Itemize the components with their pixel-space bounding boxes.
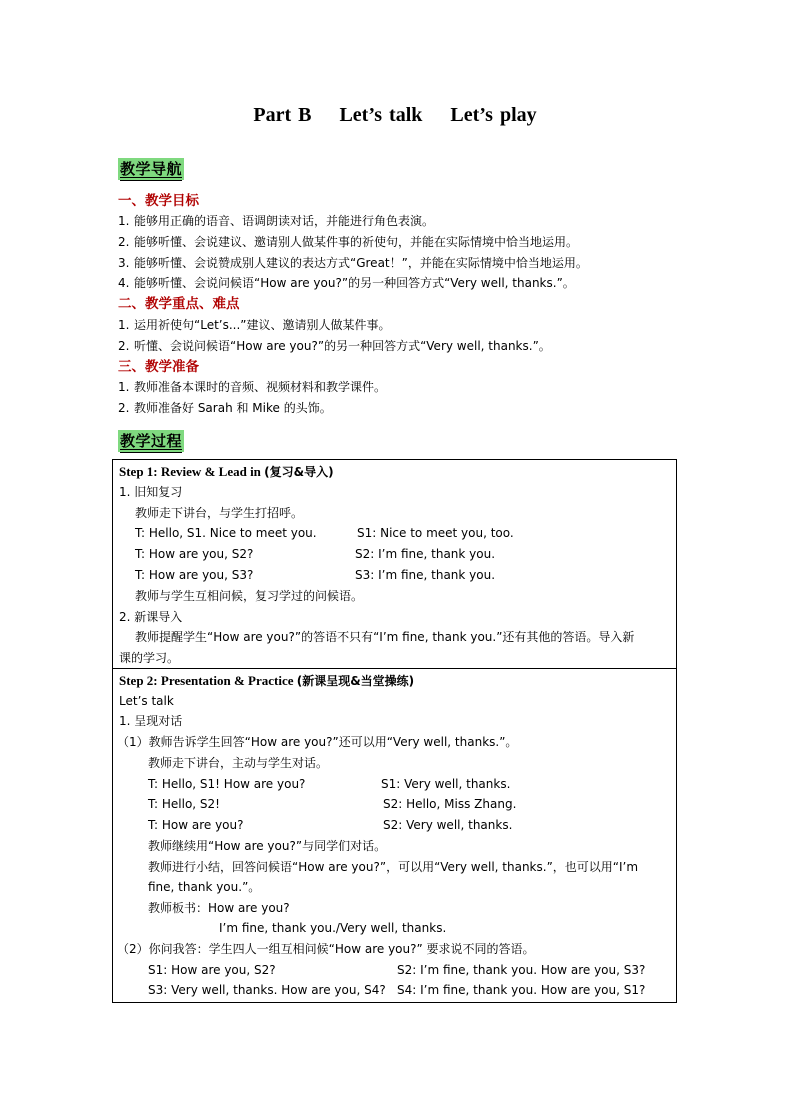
dialogue-teacher-line: T: How are you? xyxy=(148,818,244,832)
dialogue-teacher-line: T: How are you, S2? xyxy=(135,547,254,561)
step1-sub2: 2. 新课导入 xyxy=(119,610,183,624)
objective-item: 1. 能够用正确的语音、语调朗读对话，并能进行角色表演。 xyxy=(118,214,435,228)
step2-p2: （2）你问我答：学生四人一组互相问候“How are you?” 要求说不同的答语。 xyxy=(117,942,535,956)
objectives-heading: 一、教学目标 xyxy=(118,193,199,209)
dialogue-student-line: S2: I’m fine, thank you. xyxy=(355,547,496,561)
group-dialogue-b: S2: I’m fine, thank you. How are you, S3? xyxy=(397,963,646,977)
step2-summary-line2: fine, thank you.”。 xyxy=(148,880,261,894)
step1-cell xyxy=(113,460,677,669)
group-dialogue-a: S1: How are you, S2? xyxy=(148,963,276,977)
step2-sub1: 1. 呈现对话 xyxy=(119,714,183,728)
section-heading-teaching-process: 教学过程 xyxy=(120,432,183,450)
dialogue-student-line: S3: I’m fine, thank you. xyxy=(355,568,496,582)
dialogue-student-line: S1: Very well, thanks. xyxy=(381,777,511,791)
page-title: Part B Let’s talk Let’s play xyxy=(253,104,537,126)
key-point-item: 1. 运用祈使句“Let’s...”建议、邀请别人做某件事。 xyxy=(118,318,391,332)
dialogue-teacher-line: T: Hello, S2! xyxy=(148,797,220,811)
step2-title: Step 2: Presentation & Practice (新课呈现&当堂操练) xyxy=(119,673,415,688)
preparation-item: 2. 教师准备好 Sarah 和 Mike 的头饰。 xyxy=(118,401,332,415)
preparation-item: 1. 教师准备本课时的音频、视频材料和教学课件。 xyxy=(118,380,387,394)
key-point-item: 2. 听懂、会说问候语“How are you?”的另一种回答方式“Very well, thanks.”。 xyxy=(118,339,551,353)
section-heading-teaching-guide: 教学导航 xyxy=(120,160,183,178)
step2-section: Let’s talk xyxy=(119,694,174,708)
step1-sub1-outro: 教师与学生互相问候，复习学过的问候语。 xyxy=(135,589,364,603)
objective-item: 2. 能够听懂、会说建议、邀请别人做某件事的祈使句，并能在实际情境中恰当地运用。 xyxy=(118,235,579,249)
dialogue-student-line: S2: Very well, thanks. xyxy=(383,818,513,832)
dialogue-student-line: S1: Nice to meet you, too. xyxy=(357,526,514,540)
group-dialogue-b: S4: I’m fine, thank you. How are you, S1? xyxy=(397,983,646,997)
step1-title: Step 1: Review & Lead in (复习&导入) xyxy=(119,464,334,479)
group-dialogue-a: S3: Very well, thanks. How are you, S4? xyxy=(148,983,386,997)
dialogue-teacher-line: T: Hello, S1! How are you? xyxy=(148,777,306,791)
dialogue-teacher-line: T: How are you, S3? xyxy=(135,568,254,582)
step2-p1-continue: 教师继续用“How are you?”与同学们对话。 xyxy=(148,839,387,853)
step1-sub2-line2: 课的学习。 xyxy=(119,651,180,665)
step1-sub1: 1. 旧知复习 xyxy=(119,485,183,499)
step2-cell xyxy=(113,669,677,1003)
dialogue-student-line: S2: Hello, Miss Zhang. xyxy=(383,797,517,811)
objective-item: 4. 能够听懂、会说问候语“How are you?”的另一种回答方式“Very well, thanks.”。 xyxy=(118,276,575,290)
board-label: 教师板书：How are you? xyxy=(148,901,290,915)
preparation-heading: 三、教学准备 xyxy=(118,359,199,375)
key-points-heading: 二、教学重点、难点 xyxy=(118,296,240,312)
objective-item: 3. 能够听懂、会说赞成别人建议的表达方式“Great！”，并能在实际情境中恰当地运用。 xyxy=(118,256,588,270)
step2-p1-intro: 教师走下讲台，主动与学生对话。 xyxy=(148,756,329,770)
step1-sub1-intro: 教师走下讲台，与学生打招呼。 xyxy=(135,506,304,520)
step2-summary-line1: 教师进行小结，回答问候语“How are you?”，可以用“Very well, thanks.”，也可以用“I’m xyxy=(148,860,639,874)
step1-sub2-line1: 教师提醒学生“How are you?”的答语不只有“I’m fine, thank you.”还有其他的答语。导入新 xyxy=(135,630,635,644)
step2-p1: （1）教师告诉学生回答“How are you?”还可以用“Very well, thanks.”。 xyxy=(117,735,518,749)
board-answer: I’m fine, thank you./Very well, thanks. xyxy=(219,921,447,935)
process-table xyxy=(112,459,677,1003)
dialogue-teacher-line: T: Hello, S1. Nice to meet you. xyxy=(135,526,317,540)
